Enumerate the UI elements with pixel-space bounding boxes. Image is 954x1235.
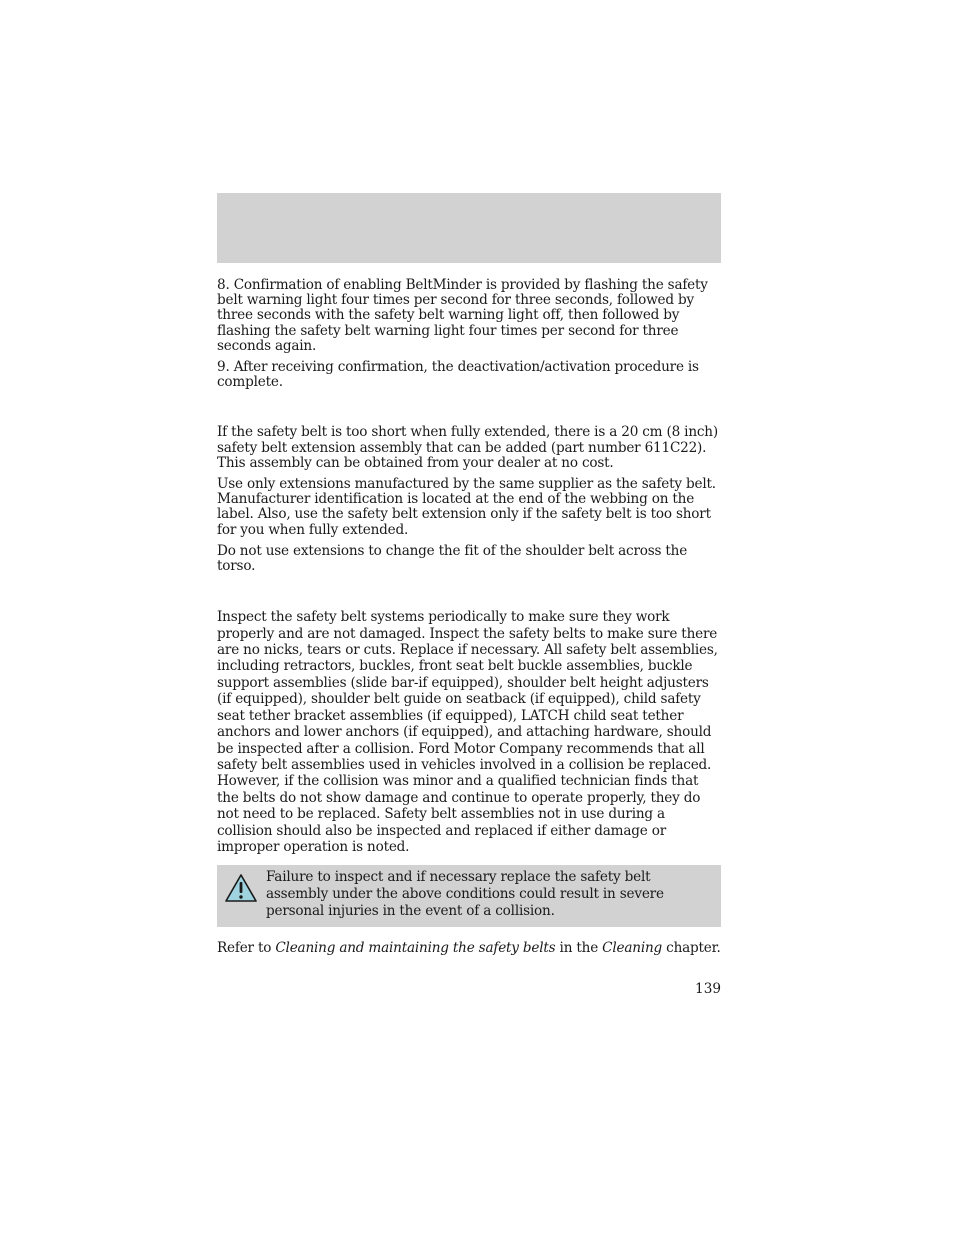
- refer-topic: Cleaning and maintaining the safety belts: [275, 940, 556, 957]
- step-8: 8. Confirmation of enabling BeltMinder is provided by flashing the safety belt warning light four times per second for three seconds, followed by three seconds with the safety belt warning light off, then followed by flashing the safety belt warning light four times per second for three seconds again.: [217, 277, 708, 354]
- refer-prefix: Refer to: [217, 940, 276, 957]
- refer-middle: in the: [555, 940, 603, 957]
- warning-box: [217, 865, 721, 927]
- page-number: 139: [695, 981, 721, 997]
- extension-paragraph-3: Do not use extensions to change the fit of the shoulder belt across the torso.: [217, 542, 688, 575]
- refer-paragraph: [217, 941, 721, 956]
- step-9: 9. After receiving confirmation, the deactivation/activation procedure is complete.: [217, 359, 699, 391]
- refer-suffix: chapter.: [662, 940, 721, 957]
- inspection-paragraph: Inspect the safety belt systems periodically to make sure they work properly and are not damaged. Inspect the safety belts to make sure there are no nicks, tears or cuts. Replace if necessary. All safety belt assemblies, including retractors, buckles, front seat belt buckle assemblies, buckle support assemblies (slide bar-if equipped), shoulder belt height adjusters (if equipped), shoulder belt guide on seatback (if equipped), child safety seat tether bracket assemblies (if equipped), LATCH child seat tether anchors and lower anchors (if equipped), and attaching hardware, should be inspected after a collision. Ford Motor Company recommends that all safety belt assemblies used in vehicles involved in a collision be replaced. However, if the collision was minor and a qualified technician finds that the belts do not show damage and continue to operate properly, they do not need to be replaced. Safety belt assemblies not in use during a collision should also be inspected and replaced if either damage or improper operation is noted.: [217, 609, 718, 855]
- extension-paragraph-2: Use only extensions manufactured by the same supplier as the safety belt. Manufacturer identification is located at the end of the webbing on the label. Also, use the safety belt extension only if the safety belt is too short for you when fully extended.: [217, 476, 716, 538]
- refer-chapter: Cleaning: [602, 940, 663, 957]
- warning-text: Failure to inspect and if necessary replace the safety belt assembly under the above conditions could result in severe personal injuries in the event of a collision.: [266, 869, 664, 919]
- section-header-band: [217, 193, 721, 263]
- extension-paragraph-1: If the safety belt is too short when fully extended, there is a 20 cm (8 inch) safety belt extension assembly that can be added (part number 611C22). This assembly can be obtained from your dealer at no cost.: [217, 424, 718, 471]
- page-content: [217, 278, 721, 956]
- warning-triangle-icon: [224, 873, 258, 903]
